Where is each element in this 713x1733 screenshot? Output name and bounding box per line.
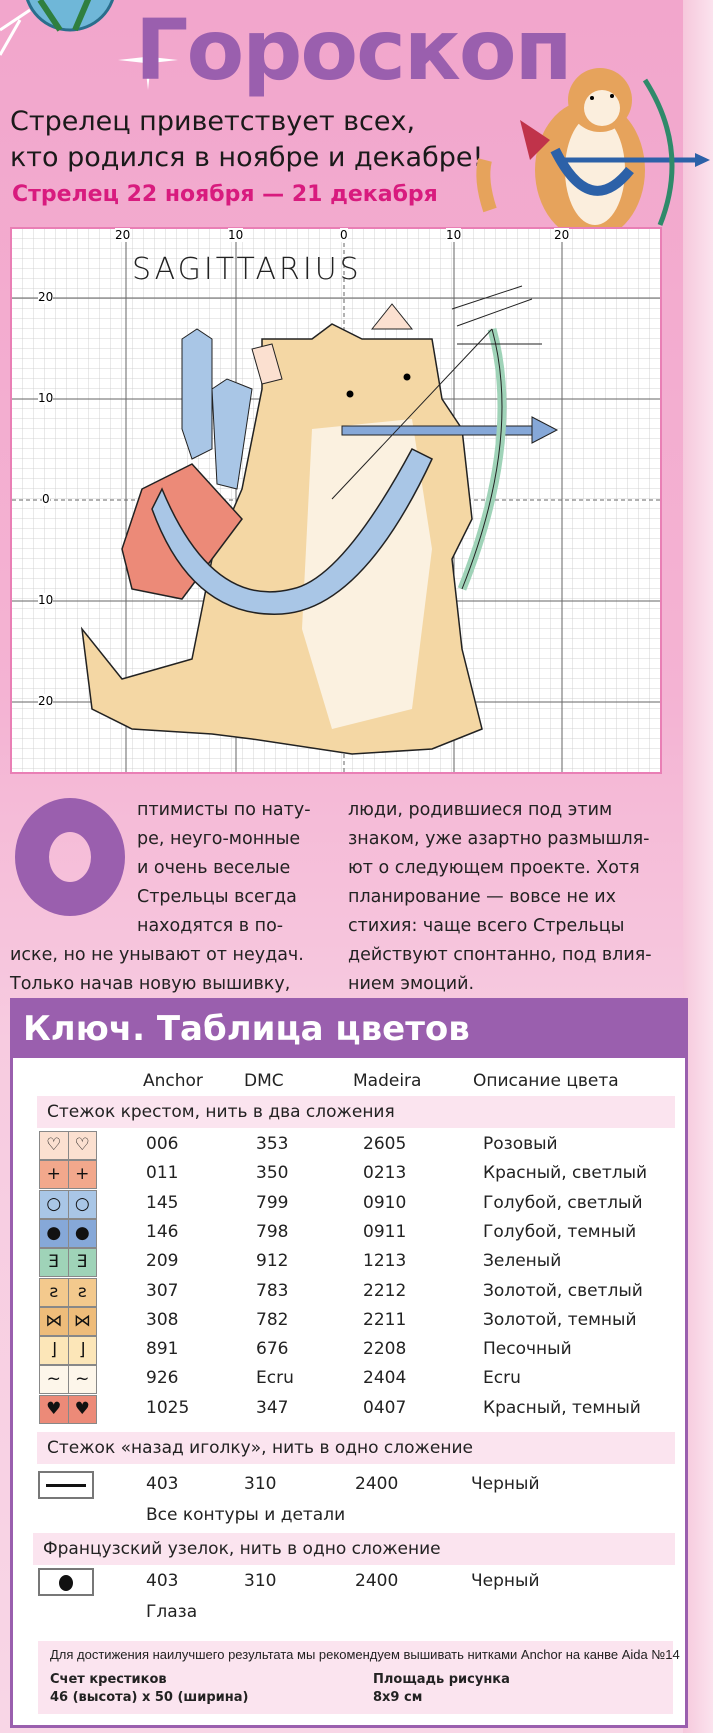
dmc-code: 676: [256, 1339, 289, 1360]
anchor-code: 011: [146, 1163, 179, 1184]
anchor-code: 307: [146, 1280, 179, 1301]
french-knot-note: Глаза: [146, 1602, 198, 1622]
recommendation-text: Для достижения наилучшего результата мы рекомендуем вышивать нитками Anchor на канве Aida №14: [50, 1647, 680, 1662]
pattern-grid: [12, 229, 660, 772]
y-tick: 0: [42, 492, 50, 506]
subtitle-line-2: кто родился в ноябре и декабре!: [10, 142, 484, 173]
dmc-code: 798: [256, 1221, 289, 1242]
dmc-code: 782: [256, 1309, 289, 1330]
dmc-code: 912: [256, 1251, 289, 1272]
cat-archer-illustration: [460, 50, 710, 245]
symbol-swatch-icon: ● ●: [39, 1219, 97, 1248]
color-description: Красный, светлый: [483, 1163, 648, 1184]
anchor-code: 1025: [146, 1397, 190, 1418]
madeira-code: 0911: [363, 1221, 407, 1242]
madeira-code: 0407: [363, 1397, 407, 1418]
madeira-code: 2208: [363, 1339, 407, 1360]
madeira-code: 2404: [363, 1368, 407, 1389]
article-left-top: птимисты по нату- ре, неуго-монные и очень веселые Стрельцы всегда находятся в по-: [137, 800, 311, 936]
symbol-swatch-icon: ƨ ƨ: [39, 1278, 97, 1307]
symbol-swatch-icon: ⌋ ⌋: [39, 1336, 97, 1365]
backstitch-row: 403 310 2400 Черный: [146, 1474, 540, 1494]
section-french-knot: Французский узелок, нить в одно сложение: [33, 1533, 675, 1565]
pattern-title: SAGITTARIUS: [132, 252, 362, 287]
color-description: Золотой, светлый: [483, 1280, 643, 1301]
article-right: люди, родившиеся под этим знаком, уже азартно размышля- ют о следующем проекте. Хотя планирование — вовсе не их стихия: чаще всего Стрельцы действуют спонтанно, под влия- нием эмоций.: [348, 800, 652, 994]
color-description: Зеленый: [483, 1251, 562, 1272]
dmc-code: 353: [256, 1134, 289, 1154]
key-footer: [38, 1641, 680, 1714]
anchor-code: 926: [146, 1368, 179, 1389]
y-tick: 10: [38, 391, 54, 405]
y-tick: 20: [38, 694, 54, 708]
dmc-code: 799: [256, 1192, 289, 1213]
symbol-swatch-icon: + +: [39, 1160, 97, 1189]
dmc-code: 350: [256, 1163, 289, 1184]
color-row: [13, 1190, 685, 1219]
anchor-code: 308: [146, 1309, 179, 1330]
section-cross-stitch: Стежок крестом, нить в два сложения: [37, 1096, 675, 1128]
french-knot-row: 403 310 2400 Черный: [146, 1571, 540, 1591]
madeira-code: 2212: [363, 1280, 407, 1301]
color-description: Розовый: [483, 1134, 558, 1154]
color-description: Песочный: [483, 1339, 572, 1360]
page-title: Гороскоп: [135, 1, 571, 99]
key-title: Ключ. Таблица цветов: [13, 1001, 685, 1058]
madeira-code: 1213: [363, 1251, 407, 1272]
section-backstitch: Стежок «назад иголку», нить в одно сложение: [37, 1432, 675, 1464]
color-description: Голубой, светлый: [483, 1192, 643, 1213]
dmc-code: 347: [256, 1397, 289, 1418]
x-tick: 0: [340, 228, 348, 242]
madeira-code: 2605: [363, 1134, 407, 1154]
color-row: [13, 1278, 685, 1307]
drop-cap-letter: [15, 798, 125, 916]
x-tick: 20: [115, 228, 131, 242]
color-description: Ecru: [483, 1368, 521, 1389]
color-row: [13, 1336, 685, 1365]
zodiac-dates: Стрелец 22 ноября — 21 декабря: [12, 182, 438, 207]
madeira-code: 2211: [363, 1309, 407, 1330]
cross-stitch-pattern: [10, 227, 662, 774]
column-headers: Anchor DMC Madeira Описание цвета: [143, 1071, 619, 1091]
symbol-swatch-icon: ♡ ♡: [39, 1131, 97, 1160]
color-row: [13, 1307, 685, 1336]
color-key-table: [10, 998, 688, 1728]
x-tick: 10: [446, 228, 462, 242]
design-area: Площадь рисунка 8x9 см: [373, 1672, 510, 1705]
anchor-code: 006: [146, 1134, 179, 1154]
symbol-swatch-icon: ⋈ ⋈: [39, 1307, 97, 1336]
anchor-code: 891: [146, 1339, 179, 1360]
x-tick: 10: [228, 228, 244, 242]
backstitch-note: Все контуры и детали: [146, 1505, 346, 1525]
color-row: [13, 1219, 685, 1248]
stitch-count: Счет крестиков 46 (высота) x 50 (ширина): [50, 1672, 249, 1705]
anchor-code: 209: [146, 1251, 179, 1272]
dmc-code: Ecru: [256, 1368, 294, 1389]
color-description: Голубой, темный: [483, 1221, 637, 1242]
color-row: [13, 1248, 685, 1277]
symbol-swatch-icon: ○ ○: [39, 1190, 97, 1219]
anchor-code: 145: [146, 1192, 179, 1213]
color-row: [13, 1160, 685, 1189]
madeira-code: 0213: [363, 1163, 407, 1184]
x-tick: 20: [554, 228, 570, 242]
subtitle-line-1: Стрелец приветствует всех,: [10, 106, 416, 137]
color-description: Золотой, темный: [483, 1309, 637, 1330]
color-description: Красный, темный: [483, 1397, 641, 1418]
y-tick: 10: [38, 593, 54, 607]
y-tick: 20: [38, 290, 54, 304]
symbol-swatch-icon: ~ ~: [39, 1365, 97, 1394]
color-row: [13, 1365, 685, 1394]
dmc-code: 783: [256, 1280, 289, 1301]
symbol-swatch-icon: ♥ ♥: [39, 1395, 97, 1424]
madeira-code: 0910: [363, 1192, 407, 1213]
anchor-code: 146: [146, 1221, 179, 1242]
symbol-swatch-icon: Ǝ Ǝ: [39, 1248, 97, 1277]
color-row: [13, 1131, 685, 1160]
color-row: [13, 1395, 685, 1424]
article-left-bottom: иске, но не унывают от неудач. Только начав новую вышивку,: [10, 945, 304, 994]
